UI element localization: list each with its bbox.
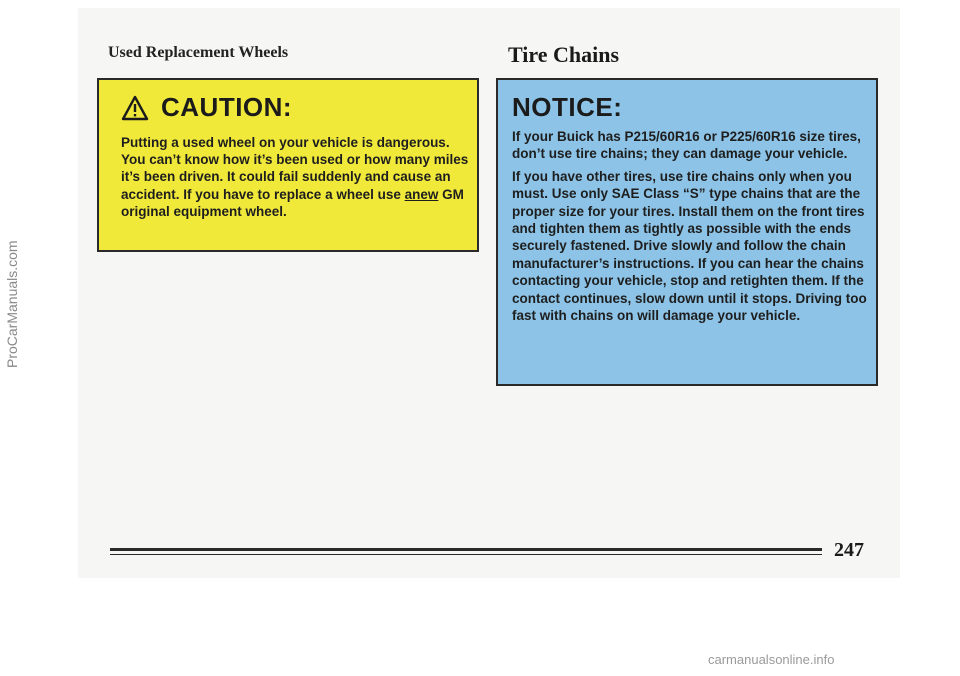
footer-rule-thick (110, 548, 822, 551)
notice-paragraph: If you have other tires, use tire chains only when you must. Use only SAE Class “S” type chains that are the proper size for your tires. Install them on the front tires and tighten them as tightly as possible with the ends securely fastened. Drive slowly and follow the chain manufacturer’s instructions. If you can hear the chains contacting your vehicle, stop and retighten them. If the contact continues, slow down until it stops. Driving too fast with chains on will damage your vehicle. (512, 168, 867, 324)
footer-rule-thin (110, 554, 822, 555)
caution-box (97, 78, 479, 252)
warning-triangle-icon (121, 95, 149, 121)
footer-watermark: carmanualsonline.info (708, 652, 835, 667)
caution-text-underlined: anew (404, 186, 439, 202)
notice-label: NOTICE: (512, 92, 623, 122)
page-number: 247 (834, 539, 864, 561)
notice-box (496, 78, 878, 386)
caution-text (121, 134, 471, 220)
notice-body (512, 128, 870, 329)
side-watermark: ProCarManuals.com (4, 240, 20, 368)
section-heading-used-replacement-wheels: Used Replacement Wheels (108, 44, 289, 61)
caution-label: CAUTION: (161, 92, 293, 122)
caution-text-part-1: Putting a used wheel on your vehicle is dangerous. You can’t know how it’s been used or how many miles it’s been driven. It could fail suddenly and cause an accident. If you have to replace a wheel use (121, 135, 469, 202)
caution-title (121, 92, 292, 123)
section-heading-tire-chains: Tire Chains (508, 42, 620, 67)
caution-text-part-2: GM original equipment wheel. (121, 186, 464, 219)
notice-paragraph: If your Buick has P215/60R16 or P225/60R16 size tires, don’t use tire chains; they can damage your vehicle. (512, 129, 861, 162)
